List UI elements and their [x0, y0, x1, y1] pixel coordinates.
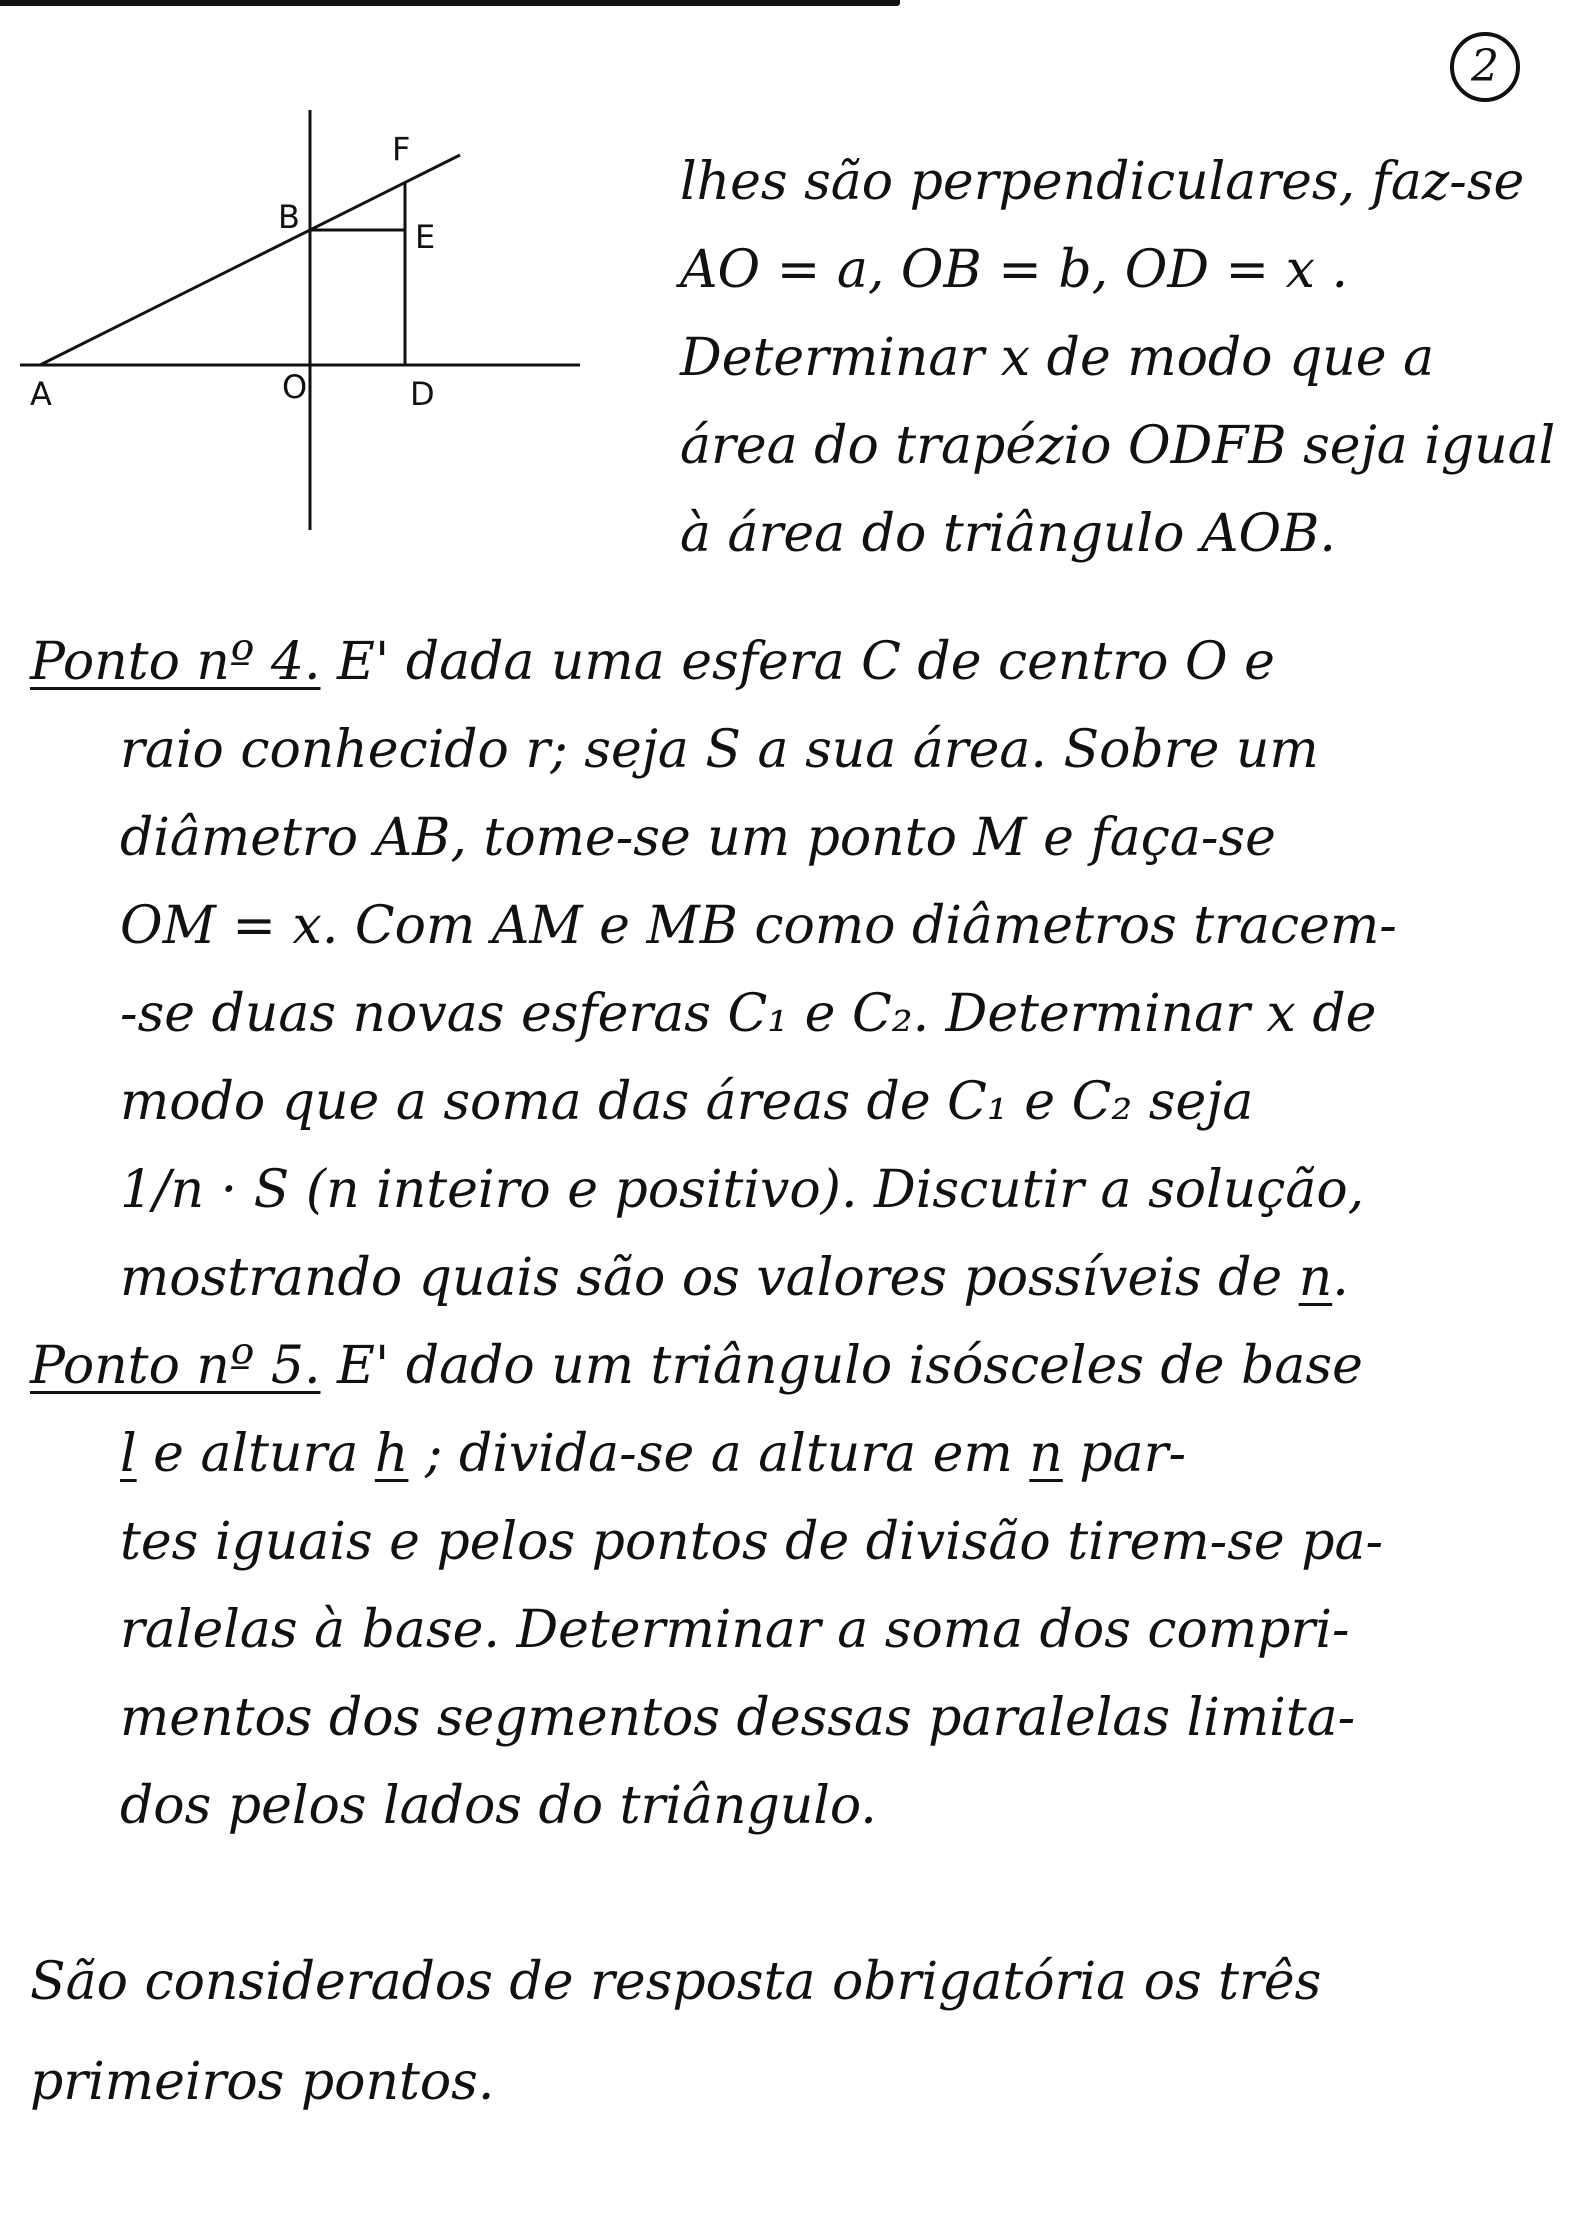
ponto5-heading: Ponto nº 5.	[30, 1336, 321, 1396]
ponto4-heading: Ponto nº 4.	[30, 632, 321, 692]
page-number	[1450, 32, 1520, 102]
ponto4-line-8-post: .	[1332, 1248, 1349, 1308]
ponto5-var-n: n	[1029, 1424, 1063, 1484]
ponto4-line-8	[120, 1246, 1349, 1310]
ponto5-line-3: tes iguais e pelos pontos de divisão tirem-se pa-	[120, 1512, 1384, 1572]
figure-svg	[20, 100, 580, 540]
label-d: D	[410, 375, 435, 413]
ponto4-line-5: -se duas novas esferas C₁ e C₂. Determinar x de	[120, 984, 1377, 1044]
intro-line-3: Determinar x de modo que a	[680, 328, 1435, 388]
ponto5-line-5: mentos dos segmentos dessas paralelas limita-	[120, 1688, 1356, 1748]
label-f: F	[392, 130, 411, 168]
intro-line-2: AO = a, OB = b, OD = x .	[680, 240, 1349, 300]
ponto5-line-1-text: E' dado um triângulo isósceles de base	[337, 1336, 1363, 1396]
ponto4-line-3: diâmetro AB, tome-se um ponto M e faça-se	[120, 808, 1276, 868]
ponto4-line-1-text: E' dada uma esfera C de centro O e	[337, 632, 1275, 692]
trapezoid-figure	[20, 100, 580, 540]
ponto5-line-1	[30, 1334, 1363, 1398]
ponto5-line-2	[120, 1422, 1186, 1486]
ponto5-var-l: l	[120, 1424, 137, 1484]
ponto4-line-8-pre: mostrando quais são os valores possíveis de	[120, 1248, 1299, 1308]
ponto4-line-6: modo que a soma das áreas de C₁ e C₂ seja	[120, 1072, 1254, 1132]
ponto4-var-n: n	[1298, 1248, 1333, 1308]
footer-line-1: São considerados de resposta obrigatória os três	[30, 1952, 1322, 2012]
top-rule	[0, 0, 900, 6]
intro-line-1: lhes são perpendiculares, faz-se	[680, 152, 1525, 212]
footer-line-2: primeiros pontos.	[30, 2052, 495, 2112]
label-e: E	[415, 218, 436, 256]
label-o: O	[282, 368, 308, 406]
intro-line-4: área do trapézio ODFB seja igual	[680, 416, 1556, 476]
ponto5-line-2-f: par-	[1062, 1424, 1187, 1484]
label-a: A	[30, 375, 52, 413]
ponto5-line-6: dos pelos lados do triângulo.	[120, 1776, 877, 1836]
intro-line-5: à área do triângulo AOB.	[680, 504, 1336, 564]
ponto5-line-2-d: ; divida-se a altura em	[408, 1424, 1030, 1484]
ponto4-line-7: 1/n · S (n inteiro e positivo). Discutir a solução,	[120, 1160, 1365, 1220]
ponto4-line-2: raio conhecido r; seja S a sua área. Sobre um	[120, 720, 1319, 780]
page-number-value: 2	[1471, 41, 1499, 92]
ponto5-line-4: ralelas à base. Determinar a soma dos compri-	[120, 1600, 1350, 1660]
ponto5-line-2-b: e altura	[136, 1424, 375, 1484]
label-b: B	[278, 198, 300, 236]
ponto4-line-1	[30, 630, 1275, 694]
ponto4-line-4: OM = x. Com AM e MB como diâmetros tracem-	[120, 896, 1397, 956]
ponto5-var-h: h	[374, 1424, 409, 1484]
hypotenuse-line	[40, 155, 460, 365]
